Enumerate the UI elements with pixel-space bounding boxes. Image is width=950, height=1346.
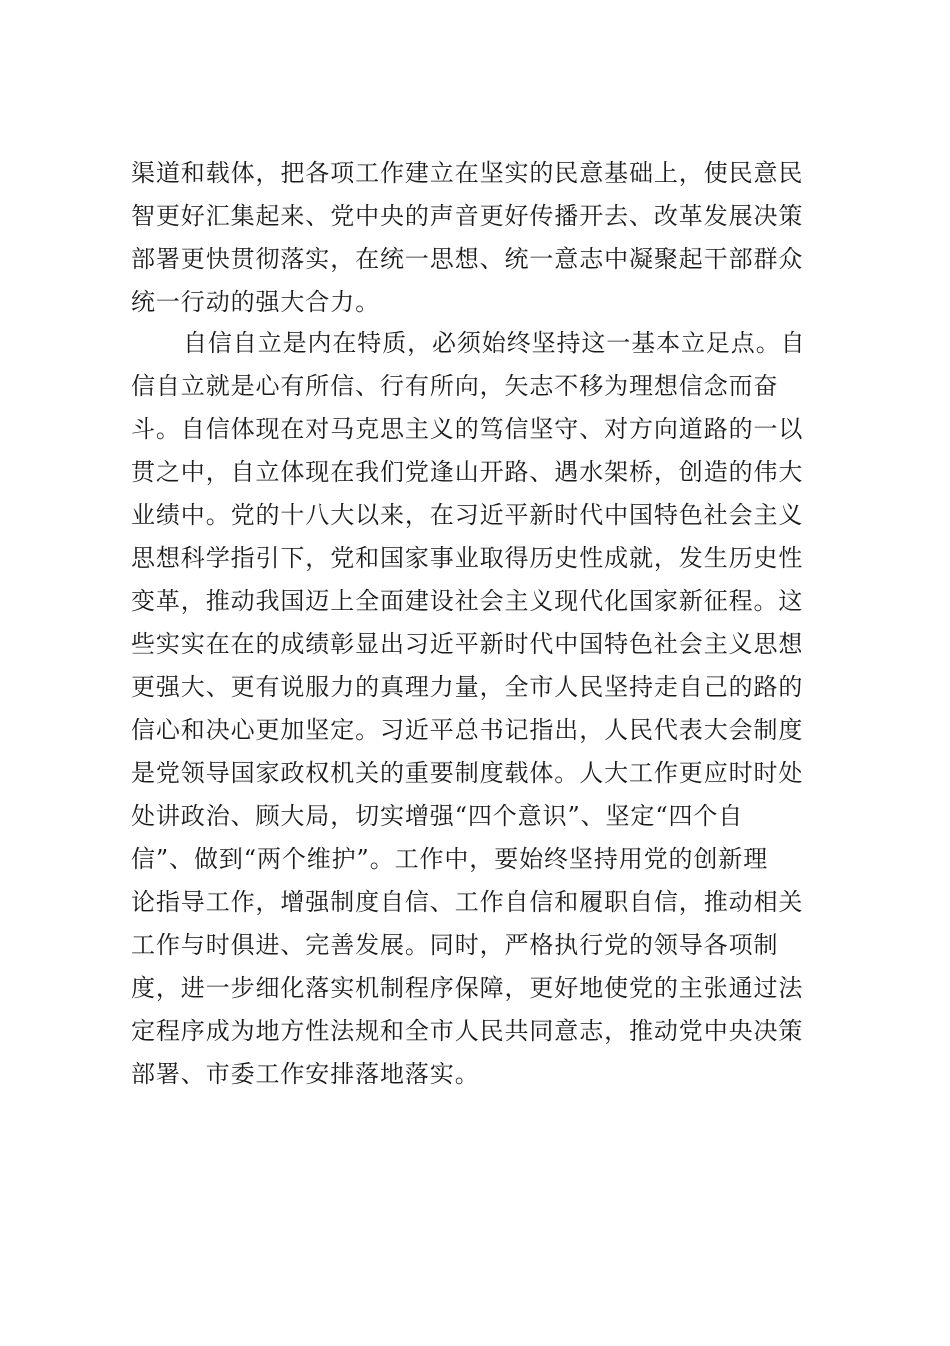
paragraph-line: 信”、做到“两个维护”。工作中，要始终坚持用党的创新理	[131, 845, 769, 873]
paragraph-line: 定程序成为地方性法规和全市人民共同意志，推动党中央决策	[131, 1017, 804, 1045]
paragraph-line: 业绩中。党的十八大以来，在习近平新时代中国特色社会主义	[131, 501, 804, 529]
paragraph-line: 思想科学指引下，党和国家事业取得历史性成就，发生历史性	[131, 544, 804, 572]
paragraph-line: 部署、市委工作安排落地落实。	[131, 1060, 480, 1088]
paragraph-line: 变革，推动我国迈上全面建设社会主义现代化国家新征程。这	[131, 587, 804, 615]
paragraph-line: 统一行动的强大合力。	[131, 288, 380, 316]
paragraph-line: 智更好汇集起来、党中央的声音更好传播开去、改革发展决策	[131, 202, 804, 230]
paragraph-line: 更强大、更有说服力的真理力量，全市人民坚持走自己的路的	[131, 673, 804, 701]
paragraph-line: 斗。自信体现在对马克思主义的笃信坚守、对方向道路的一以	[131, 415, 804, 443]
paragraph-line: 部署更快贯彻落实，在统一思想、统一意志中凝聚起干部群众	[131, 245, 804, 273]
paragraph-1	[131, 152, 831, 324]
paragraph-2	[131, 322, 831, 1096]
paragraph-line: 度，进一步细化落实机制程序保障，更好地使党的主张通过法	[131, 974, 804, 1002]
paragraph-line: 处讲政治、顾大局，切实增强“四个意识”、坚定“四个自	[131, 802, 744, 830]
paragraph-line: 渠道和载体，把各项工作建立在坚实的民意基础上，使民意民	[131, 159, 804, 187]
paragraph-line: 些实实在在的成绩彰显出习近平新时代中国特色社会主义思想	[131, 630, 804, 658]
paragraph-line: 信心和决心更加坚定。习近平总书记指出，人民代表大会制度	[131, 716, 804, 744]
paragraph-line: 自信自立是内在特质，必须始终坚持这一基本立足点。自	[183, 329, 806, 357]
paragraph-line: 贯之中，自立体现在我们党逢山开路、遇水架桥，创造的伟大	[131, 458, 804, 486]
paragraph-line: 论指导工作，增强制度自信、工作自信和履职自信，推动相关	[131, 888, 804, 916]
paragraph-line: 工作与时俱进、完善发展。同时，严格执行党的领导各项制	[131, 931, 779, 959]
paragraph-line: 信自立就是心有所信、行有所向，矢志不移为理想信念而奋	[131, 372, 779, 400]
paragraph-line: 是党领导国家政权机关的重要制度载体。人大工作更应时时处	[131, 759, 804, 787]
